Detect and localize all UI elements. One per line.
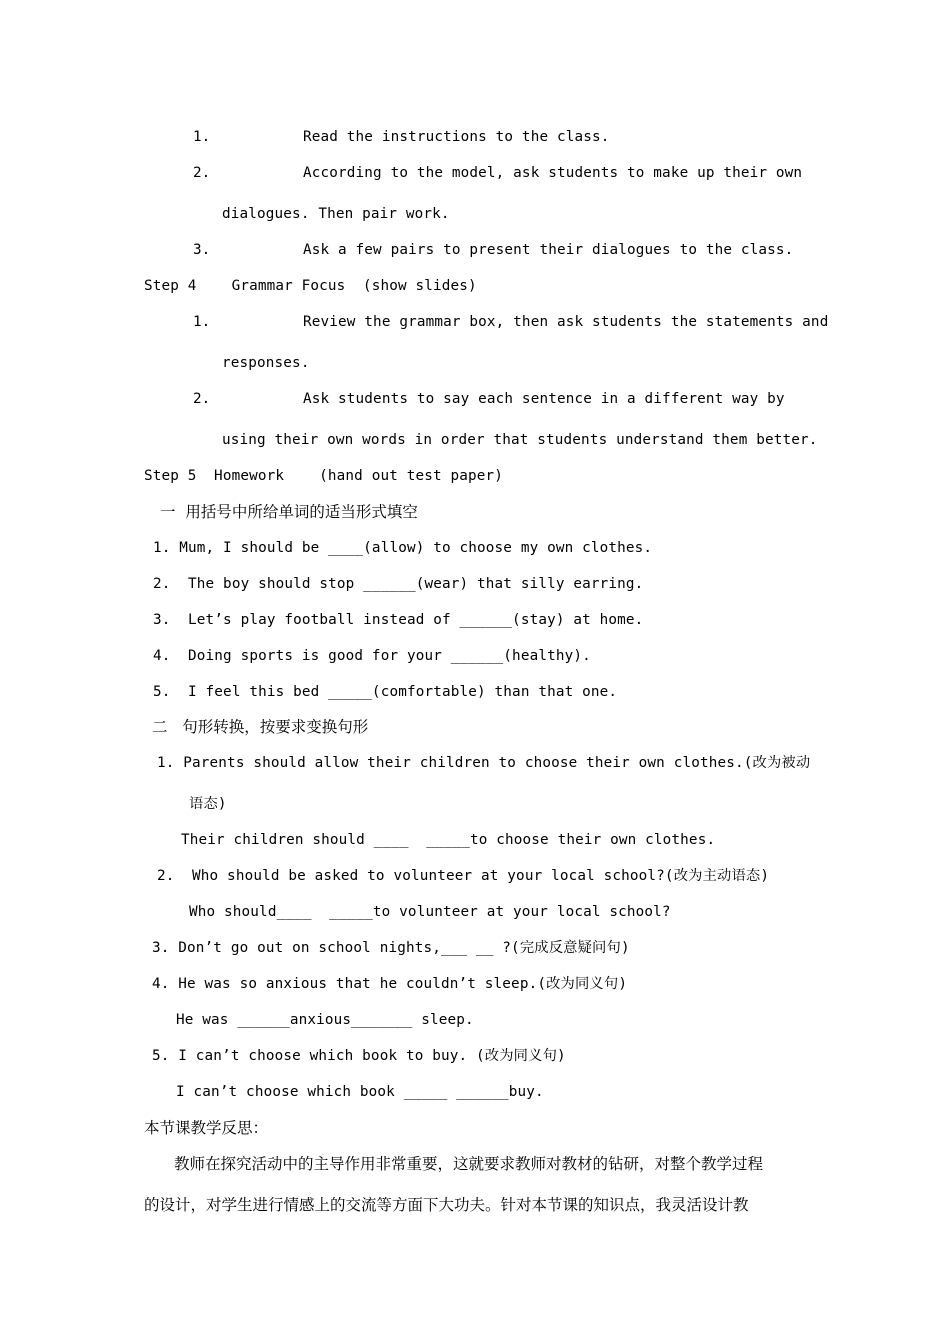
part2-line-4: 4. He was so anxious that he couldn’t sleep.(改为同义句) xyxy=(152,976,628,992)
part1-item-5: 5. I feel this bed _____(comfortable) than that one. xyxy=(153,684,618,700)
part1-item-2: 2. The boy should stop ______(wear) that silly earring. xyxy=(153,576,644,592)
step3-item-2-number: 2. xyxy=(193,165,211,181)
part2-heading: 二 句形转换，按要求变换句形 xyxy=(152,718,369,736)
part2-line-4-answer: He was ______anxious_______ sleep. xyxy=(176,1012,474,1028)
part2-line-2: 2. Who should be asked to volunteer at your local school?(改为主动语态) xyxy=(157,868,770,884)
part2-line-2-answer: Who should____ _____to volunteer at your local school? xyxy=(189,904,671,920)
part2-line-1: 1. Parents should allow their children to choose their own clothes.(改为被动 xyxy=(157,755,811,771)
part2-line-1-continuation: 语态) xyxy=(189,796,227,812)
step4-item-2-number: 2. xyxy=(193,391,211,407)
step3-item-2-continuation: dialogues. Then pair work. xyxy=(222,206,450,222)
part1-heading: 一 用括号中所给单词的适当形式填空 xyxy=(160,503,418,521)
part2-line-3: 3. Don’t go out on school nights,___ __ ?(完成反意疑问句) xyxy=(152,940,630,956)
step3-item-1-number: 1. xyxy=(193,129,211,145)
part2-line-1-answer: Their children should ____ _____to choose their own clothes. xyxy=(181,832,716,848)
step4-item-1-text: Review the grammar box, then ask students the statements and xyxy=(303,314,829,330)
part2-line-5: 5. I can’t choose which book to buy. (改为同义句) xyxy=(152,1048,566,1064)
part2-line-5-answer: I can’t choose which book _____ ______buy. xyxy=(176,1084,544,1100)
step4-heading: Step 4 Grammar Focus (show slides) xyxy=(144,278,477,294)
step4-item-1-number: 1. xyxy=(193,314,211,330)
step4-item-2-text: Ask students to say each sentence in a different way by xyxy=(303,391,785,407)
part1-item-3: 3. Let’s play football instead of ______(stay) at home. xyxy=(153,612,644,628)
part1-item-4: 4. Doing sports is good for your ______(healthy). xyxy=(153,648,591,664)
step3-item-2-text: According to the model, ask students to make up their own xyxy=(303,165,803,181)
step4-item-1-continuation: responses. xyxy=(222,355,310,371)
part1-item-1: 1. Mum, I should be ____(allow) to choose my own clothes. xyxy=(153,540,653,556)
step4-item-2-continuation: using their own words in order that students understand them better. xyxy=(222,432,818,448)
step3-item-3-number: 3. xyxy=(193,242,211,258)
reflection-heading: 本节课教学反思： xyxy=(144,1119,269,1137)
reflection-paragraph-line-1: 教师在探究活动中的主导作用非常重要，这就要求教师对教材的钻研，对整个教学过程 xyxy=(174,1155,764,1173)
step3-item-1-text: Read the instructions to the class. xyxy=(303,129,610,145)
step5-heading: Step 5 Homework (hand out test paper) xyxy=(144,468,504,484)
step3-item-3-text: Ask a few pairs to present their dialogues to the class. xyxy=(303,242,794,258)
reflection-paragraph-line-2: 的设计，对学生进行情感上的交流等方面下大功夫。针对本节课的知识点，我灵活设计教 xyxy=(144,1196,749,1214)
